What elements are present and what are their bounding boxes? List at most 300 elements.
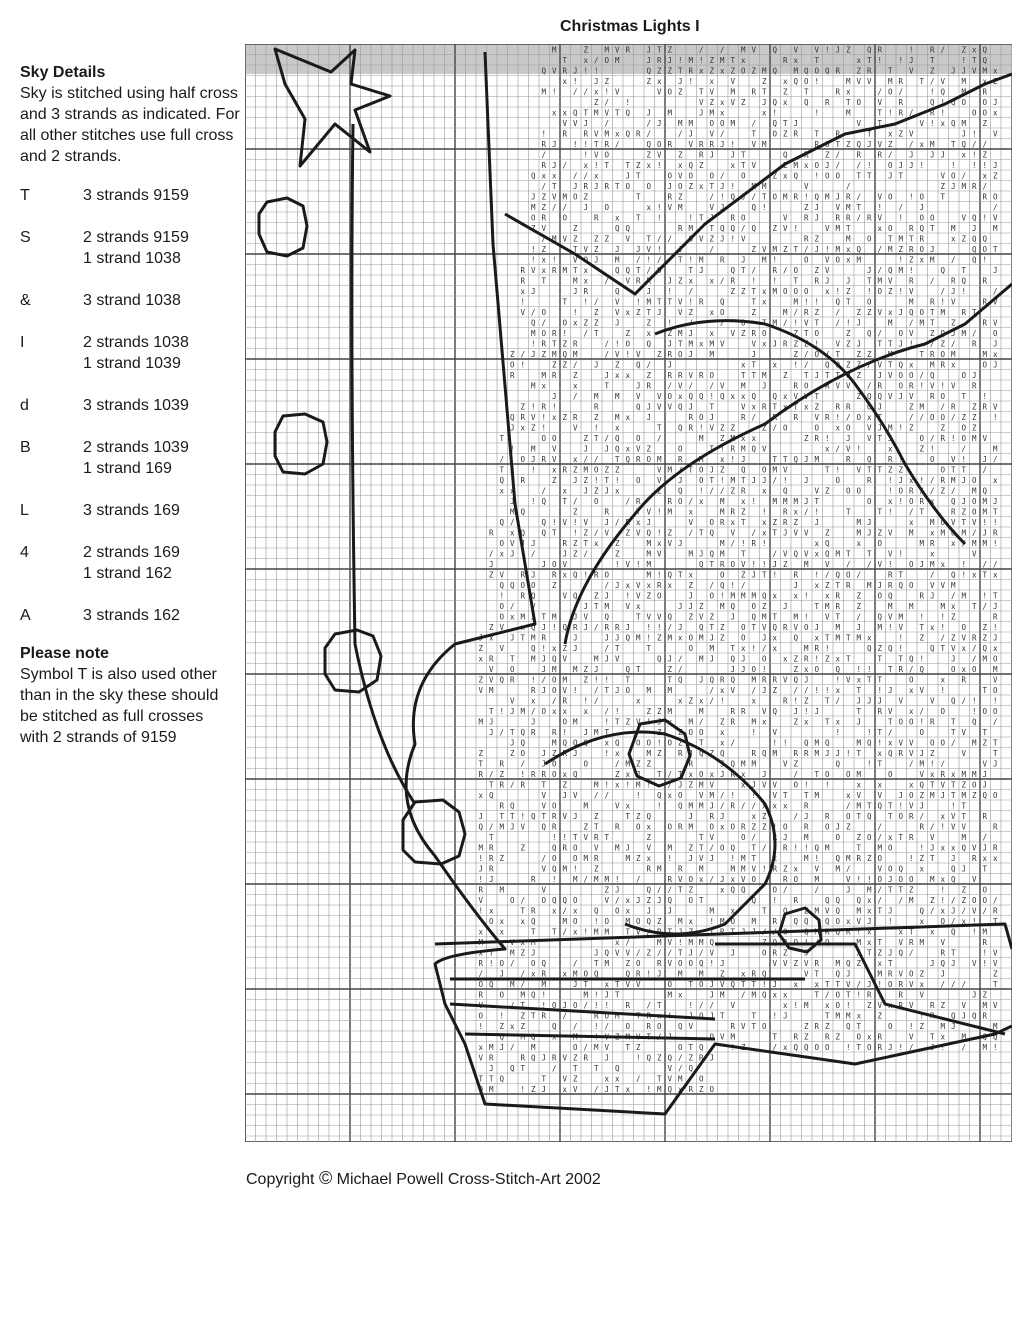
stitch-symbol-cell: x	[835, 654, 841, 664]
stitch-symbol-cell: R	[541, 455, 547, 464]
stitch-symbol-cell: Q	[478, 822, 484, 832]
stitch-symbol-cell: R	[520, 413, 526, 422]
stitch-symbol-cell: J	[898, 161, 904, 170]
stitch-symbol-cell: V	[877, 192, 883, 202]
stitch-symbol-cell: x	[940, 560, 946, 569]
stitch-symbol-cell: Z	[982, 990, 988, 1000]
stitch-symbol-cell: x	[741, 780, 746, 790]
stitch-symbol-cell: x	[909, 780, 914, 790]
stitch-symbol-cell: J	[951, 959, 956, 968]
stitch-symbol-cell: /	[835, 150, 841, 160]
stitch-symbol-cell: R	[541, 969, 547, 979]
stitch-symbol-cell: V	[615, 350, 620, 359]
stitch-symbol-cell: Z	[940, 486, 946, 496]
stitch-symbol-cell: /	[562, 161, 568, 170]
stitch-symbol-cell: x	[982, 854, 988, 863]
stitch-symbol-cell: T	[867, 948, 872, 958]
stitch-symbol-cell: J	[657, 717, 662, 727]
stitch-symbol-cell: O	[951, 171, 956, 181]
stitch-symbol-cell: !	[982, 255, 988, 265]
stitch-symbol-cell: J	[762, 98, 767, 107]
stitch-symbol-cell: T	[877, 339, 883, 349]
stitch-symbol-cell: M	[688, 56, 694, 65]
stitch-symbol-cell: Q	[930, 371, 935, 380]
stitch-symbol-cell: !	[646, 780, 652, 790]
stitch-symbol-cell: Q	[951, 1011, 956, 1021]
stitch-symbol-cell: J	[646, 287, 652, 296]
stitch-symbol-cell: R	[583, 182, 589, 191]
stitch-symbol-cell: V	[898, 738, 904, 748]
stitch-symbol-cell: x	[541, 266, 547, 275]
stitch-symbol-cell: /	[982, 602, 988, 611]
stitch-symbol-cell: /	[604, 1022, 610, 1031]
stitch-symbol-cell: Z	[961, 45, 967, 55]
stitch-symbol-cell: Q	[531, 917, 536, 926]
stitch-symbol-cell: /	[835, 444, 841, 454]
key-description: 3 strands 1039	[83, 397, 189, 414]
stitch-symbol-cell: J	[961, 497, 967, 506]
stitch-symbol-cell: J	[541, 654, 547, 664]
stitch-symbol-cell: R	[552, 822, 557, 832]
stitch-symbol-cell: /	[741, 990, 746, 1000]
stitch-symbol-cell: M	[909, 602, 914, 611]
stitch-symbol-cell: Z	[793, 959, 799, 968]
stitch-symbol-cell: T	[888, 717, 893, 727]
stitch-symbol-cell: /	[688, 497, 694, 506]
stitch-symbol-cell: M	[930, 255, 935, 265]
stitch-symbol-cell: x	[856, 56, 862, 65]
stitch-symbol-cell: V	[909, 1001, 914, 1010]
stitch-symbol-cell: Z	[615, 1032, 620, 1042]
stitch-symbol-cell: Z	[762, 938, 767, 947]
stitch-symbol-cell: V	[604, 528, 610, 538]
stitch-symbol-cell: R	[982, 1011, 988, 1021]
stitch-symbol-cell: x	[867, 896, 872, 905]
stitch-symbol-cell: V	[541, 885, 547, 895]
stitch-symbol-cell: V	[594, 129, 599, 139]
legend-panel	[20, 62, 240, 748]
stitch-symbol-cell: R	[793, 570, 799, 580]
stitch-symbol-cell: Q	[793, 171, 799, 181]
stitch-symbol-cell: Q	[825, 917, 830, 926]
stitch-symbol-cell: !	[657, 245, 662, 254]
stitch-symbol-cell: R	[846, 402, 851, 412]
stitch-symbol-cell: x	[741, 969, 746, 979]
stitch-symbol-cell: R	[520, 570, 526, 580]
stitch-symbol-cell: M	[751, 591, 757, 601]
stitch-symbol-cell: M	[552, 234, 557, 244]
stitch-symbol-cell: T	[730, 56, 736, 65]
stitch-symbol-cell: O	[846, 770, 851, 779]
key-symbol: d	[20, 397, 29, 414]
stitch-symbol-cell: Z	[573, 224, 578, 233]
stitch-symbol-cell: R	[615, 623, 620, 632]
stitch-symbol-cell: !	[762, 980, 767, 989]
stitch-symbol-cell: J	[709, 990, 715, 1000]
stitch-symbol-cell: O	[825, 140, 830, 149]
stitch-symbol-cell: V	[541, 224, 547, 233]
stitch-symbol-cell: R	[552, 329, 557, 338]
stitch-symbol-cell: M	[804, 833, 809, 842]
stitch-symbol-cell: Z	[699, 602, 704, 611]
stitch-symbol-cell: V	[699, 854, 704, 863]
stitch-symbol-cell: Z	[741, 287, 746, 296]
stitch-symbol-cell: Z	[667, 528, 673, 538]
stitch-symbol-cell: x	[804, 665, 809, 674]
stitch-symbol-cell: R	[636, 969, 641, 979]
stitch-symbol-cell: J	[919, 801, 925, 811]
stitch-symbol-cell: J	[604, 633, 610, 643]
stitch-symbol-cell: T	[751, 1022, 757, 1031]
stitch-symbol-cell: !	[772, 570, 778, 580]
stitch-symbol-cell: O	[856, 486, 862, 496]
stitch-symbol-cell: M	[720, 990, 725, 1000]
stitch-symbol-cell: M	[762, 182, 767, 191]
stitch-symbol-cell: !	[909, 192, 914, 202]
stitch-symbol-cell: V	[951, 822, 956, 832]
stitch-symbol-cell: !	[730, 791, 736, 800]
stitch-symbol-cell: /	[720, 318, 725, 328]
stitch-symbol-cell: x	[615, 780, 620, 790]
stitch-symbol-cell: /	[583, 875, 589, 884]
stitch-symbol-cell: M	[972, 486, 977, 496]
stitch-symbol-cell: Q	[783, 486, 788, 496]
stitch-symbol-cell: /	[951, 413, 956, 422]
stitch-symbol-cell: T	[636, 507, 641, 517]
stitch-symbol-cell: Q	[961, 843, 967, 853]
stitch-symbol-cell: /	[699, 1001, 704, 1010]
stitch-symbol-cell: Z	[583, 665, 589, 674]
stitch-symbol-cell: Z	[646, 77, 652, 86]
stitch-symbol-cell: T	[636, 665, 641, 674]
stitch-symbol-cell: T	[783, 455, 788, 464]
chart-title: Christmas Lights I	[560, 18, 700, 35]
stitch-symbol-cell: R	[793, 1032, 799, 1042]
stitch-symbol-cell: x	[982, 77, 988, 86]
stitch-symbol-cell: O	[562, 318, 568, 328]
key-description: 2 strands 1038 1 strand 1039	[83, 334, 189, 372]
stitch-symbol-cell: Z	[657, 486, 662, 496]
stitch-symbol-cell: V	[510, 696, 515, 706]
stitch-symbol-cell: V	[909, 392, 914, 401]
stitch-symbol-cell: Z	[940, 1001, 946, 1010]
stitch-symbol-cell: !	[646, 623, 652, 632]
stitch-symbol-cell: !	[972, 696, 977, 706]
stitch-symbol-cell: Z	[856, 392, 862, 401]
stitch-symbol-cell: x	[604, 980, 610, 989]
stitch-symbol-cell: Q	[709, 675, 715, 685]
stitch-symbol-cell: !	[667, 287, 673, 296]
stitch-symbol-cell: !	[636, 297, 641, 307]
stitch-symbol-cell: T	[541, 1074, 547, 1084]
stitch-symbol-cell: V	[856, 917, 862, 926]
stitch-symbol-cell: T	[825, 1011, 830, 1021]
stitch-symbol-cell: !	[835, 413, 841, 422]
stitch-symbol-cell: Z	[919, 633, 925, 643]
stitch-symbol-cell: O	[898, 875, 904, 884]
stitch-symbol-cell: T	[604, 728, 610, 737]
stitch-symbol-cell: J	[709, 413, 715, 422]
stitch-symbol-cell: R	[825, 927, 830, 937]
stitch-symbol-cell: Q	[709, 938, 715, 947]
stitch-symbol-cell: V	[909, 980, 914, 989]
stitch-symbol-cell: V	[594, 843, 599, 853]
stitch-symbol-cell: Z	[604, 77, 610, 86]
stitch-symbol-cell: /	[919, 812, 925, 821]
stitch-symbol-cell: V	[793, 623, 799, 632]
stitch-symbol-cell: R	[772, 266, 778, 275]
stitch-symbol-cell: T	[541, 780, 547, 790]
stitch-symbol-cell: Q	[699, 959, 704, 968]
stitch-symbol-cell: !	[898, 455, 904, 464]
stitch-symbol-cell: Z	[961, 896, 967, 905]
stitch-symbol-cell: R	[688, 413, 694, 422]
thread-key-row	[20, 395, 240, 416]
stitch-symbol-cell: !	[541, 423, 547, 433]
stitch-symbol-cell: T	[972, 602, 977, 611]
stitch-symbol-cell: Q	[909, 654, 914, 664]
stitch-symbol-cell: T	[678, 255, 683, 265]
stitch-symbol-cell: R	[699, 150, 704, 160]
stitch-symbol-cell: Q	[520, 507, 526, 517]
stitch-symbol-cell: O	[856, 98, 862, 107]
stitch-symbol-cell: !	[720, 591, 725, 601]
stitch-symbol-cell: O	[867, 1043, 872, 1052]
stitch-symbol-cell: M	[615, 56, 620, 65]
stitch-symbol-cell: Q	[625, 633, 631, 643]
stitch-symbol-cell: J	[699, 675, 704, 685]
stitch-symbol-cell: R	[804, 654, 809, 664]
stitch-symbol-cell: R	[552, 371, 557, 380]
stitch-symbol-cell: R	[867, 66, 872, 76]
stitch-symbol-cell: Z	[898, 245, 904, 254]
stitch-symbol-cell: M	[814, 875, 820, 884]
stitch-symbol-cell: Z	[646, 833, 652, 842]
stitch-symbol-cell: M	[961, 833, 967, 842]
stitch-symbol-cell: !	[972, 150, 977, 160]
stitch-symbol-cell: x	[972, 45, 977, 55]
stitch-symbol-cell: R	[646, 864, 652, 874]
stitch-symbol-cell: V	[667, 402, 673, 412]
stitch-symbol-cell: /	[940, 287, 946, 296]
stitch-symbol-cell: J	[751, 350, 757, 359]
stitch-symbol-cell: !	[972, 927, 977, 937]
stitch-symbol-cell: M	[625, 917, 631, 926]
stitch-symbol-cell: J	[709, 854, 715, 863]
stitch-symbol-cell: M	[678, 203, 683, 212]
stitch-symbol-cell: Z	[594, 591, 599, 601]
stitch-symbol-cell: V	[552, 192, 557, 202]
stitch-symbol-cell: x	[814, 581, 820, 590]
stitch-symbol-cell: T	[594, 822, 599, 832]
stitch-symbol-cell: x	[772, 990, 778, 1000]
stitch-symbol-cell: J	[804, 675, 809, 685]
stitch-symbol-cell: Q	[877, 392, 883, 401]
stitch-symbol-cell: M	[982, 507, 988, 517]
stitch-symbol-cell: /	[667, 234, 673, 244]
stitch-symbol-cell: /	[867, 381, 872, 391]
stitch-symbol-cell: J	[562, 1001, 568, 1010]
stitch-symbol-cell: /	[982, 465, 988, 475]
stitch-symbol-cell: J	[951, 854, 956, 863]
stitch-symbol-cell: O	[940, 413, 946, 422]
stitch-symbol-cell: J	[688, 602, 694, 611]
stitch-symbol-cell: O	[709, 518, 715, 527]
stitch-symbol-cell: /	[573, 171, 578, 181]
stitch-symbol-cell: R	[730, 507, 736, 517]
stitch-symbol-cell: x	[877, 780, 883, 790]
stitch-symbol-cell: !	[793, 360, 799, 370]
stitch-symbol-cell: T	[867, 276, 872, 286]
stitch-symbol-cell: /	[489, 549, 494, 559]
stitch-symbol-cell: T	[699, 87, 704, 97]
stitch-symbol-cell: T	[814, 56, 820, 65]
stitch-symbol-cell: !	[772, 1011, 778, 1021]
stitch-symbol-cell: Z	[783, 87, 788, 97]
stitch-symbol-cell: R	[583, 287, 589, 296]
stitch-symbol-cell: J	[814, 203, 820, 212]
stitch-symbol-cell: J	[709, 1053, 715, 1063]
stitch-symbol-cell: T	[804, 329, 809, 338]
stitch-symbol-cell: x	[961, 644, 967, 653]
stitch-symbol-cell: R	[804, 308, 809, 317]
stitch-symbol-cell: T	[615, 182, 620, 191]
stitch-symbol-cell: O	[793, 938, 799, 947]
stitch-symbol-cell: R	[562, 129, 568, 139]
stitch-symbol-cell: R	[930, 297, 935, 307]
stitch-symbol-cell: x	[646, 161, 652, 170]
stitch-symbol-cell: T	[510, 812, 515, 821]
stitch-symbol-cell: T	[625, 1043, 631, 1052]
stitch-symbol-cell: /	[930, 822, 935, 832]
stitch-symbol-cell: R	[919, 497, 925, 506]
stitch-symbol-cell: !	[730, 140, 736, 149]
stitch-symbol-cell: J	[814, 245, 820, 254]
stitch-symbol-cell: R	[699, 1053, 704, 1063]
stitch-symbol-cell: O	[741, 171, 746, 181]
stitch-symbol-cell: !	[888, 917, 893, 926]
stitch-symbol-cell: Q	[678, 423, 683, 433]
stitch-symbol-cell: J	[867, 980, 872, 989]
stitch-symbol-cell: J	[877, 696, 883, 706]
stitch-symbol-cell: R	[636, 276, 641, 286]
stitch-symbol-cell: V	[888, 549, 893, 559]
stitch-symbol-cell: Z	[888, 287, 893, 296]
stitch-symbol-cell: T	[804, 87, 809, 97]
stitch-symbol-cell: R	[709, 140, 715, 149]
stitch-symbol-cell: Z	[699, 161, 704, 170]
stitch-symbol-cell: J	[856, 717, 862, 727]
stitch-symbol-cell: M	[720, 497, 725, 506]
stitch-symbol-cell: Z	[867, 308, 872, 317]
stitch-symbol-cell: O	[615, 906, 620, 916]
stitch-symbol-cell: /	[678, 129, 683, 139]
stitch-symbol-cell: O	[709, 591, 715, 601]
stitch-symbol-cell: !	[531, 255, 536, 265]
stitch-symbol-cell: M	[772, 749, 778, 758]
stitch-symbol-cell: O	[909, 497, 914, 506]
stitch-symbol-cell: J	[783, 1011, 788, 1021]
stitch-symbol-cell: Z	[709, 749, 715, 758]
stitch-symbol-cell: /	[646, 927, 652, 937]
stitch-symbol-cell: Z	[783, 161, 788, 170]
stitch-symbol-cell: Z	[888, 465, 893, 475]
stitch-symbol-cell: R	[846, 213, 851, 223]
stitch-symbol-cell: J	[888, 948, 893, 958]
stitch-symbol-cell: Q	[804, 1043, 809, 1052]
stitch-symbol-cell: Q	[615, 1064, 620, 1073]
stitch-symbol-cell: /	[846, 413, 851, 422]
stitch-symbol-cell: T	[867, 675, 872, 685]
stitch-symbol-cell: /	[667, 885, 673, 895]
stitch-symbol-cell: V	[804, 182, 809, 191]
stitch-symbol-cell: Q	[510, 1064, 515, 1073]
stitch-symbol-cell: !	[814, 77, 820, 86]
stitch-symbol-cell: J	[541, 686, 547, 695]
stitch-symbol-cell: V	[993, 318, 998, 328]
stitch-symbol-cell: M	[993, 224, 998, 233]
stitch-symbol-cell: R	[909, 833, 914, 842]
stitch-symbol-cell: J	[804, 812, 809, 821]
stitch-symbol-cell: R	[772, 864, 778, 874]
stitch-symbol-cell: T	[720, 1011, 725, 1021]
stitch-symbol-cell: M	[646, 749, 652, 758]
stitch-symbol-cell: R	[636, 455, 641, 464]
stitch-symbol-cell: R	[982, 318, 988, 328]
stitch-symbol-cell: x	[688, 917, 694, 926]
stitch-symbol-cell: /	[583, 171, 589, 181]
stitch-symbol-cell: Q	[552, 1022, 557, 1031]
stitch-symbol-cell: V	[562, 654, 568, 664]
stitch-symbol-cell: Q	[772, 623, 778, 632]
stitch-symbol-cell: T	[594, 602, 599, 611]
stitch-symbol-cell: R	[867, 213, 872, 223]
stitch-symbol-cell: R	[541, 213, 547, 223]
stitch-symbol-cell: R	[835, 602, 841, 611]
stitch-symbol-cell: x	[510, 486, 515, 496]
stitch-symbol-cell: Q	[982, 56, 988, 65]
stitch-symbol-cell: x	[867, 927, 872, 937]
stitch-symbol-cell: Z	[594, 308, 599, 317]
stitch-symbol-cell: T	[877, 507, 883, 517]
stitch-symbol-cell: x	[730, 392, 736, 401]
stitch-symbol-cell: /	[909, 140, 914, 149]
stitch-symbol-cell: M	[552, 350, 557, 359]
stitch-symbol-cell: J	[930, 245, 935, 254]
stitch-symbol-cell: O	[646, 182, 652, 191]
stitch-symbol-cell: Z	[783, 245, 788, 254]
stitch-symbol-cell: !	[877, 203, 883, 212]
stitch-symbol-cell: Z	[615, 360, 620, 370]
stitch-symbol-cell: /	[888, 728, 893, 737]
stitch-symbol-cell: !	[688, 1001, 694, 1010]
stitch-symbol-cell: O	[993, 329, 998, 338]
stitch-symbol-cell: J	[993, 360, 998, 370]
stitch-symbol-cell: V	[709, 87, 715, 97]
stitch-symbol-cell: V	[678, 171, 683, 181]
stitch-symbol-cell: R	[751, 329, 757, 338]
stitch-symbol-cell: T	[835, 612, 841, 622]
stitch-symbol-cell: /	[615, 518, 620, 527]
stitch-symbol-cell: T	[751, 371, 757, 380]
stitch-symbol-cell: Q	[741, 465, 746, 475]
stitch-symbol-cell: V	[531, 602, 536, 611]
stitch-symbol-cell: R	[961, 675, 967, 685]
stitch-symbol-cell: /	[667, 623, 673, 632]
stitch-symbol-cell: R	[478, 959, 484, 968]
stitch-symbol-cell: J	[657, 896, 662, 905]
stitch-symbol-cell: M	[531, 654, 536, 664]
